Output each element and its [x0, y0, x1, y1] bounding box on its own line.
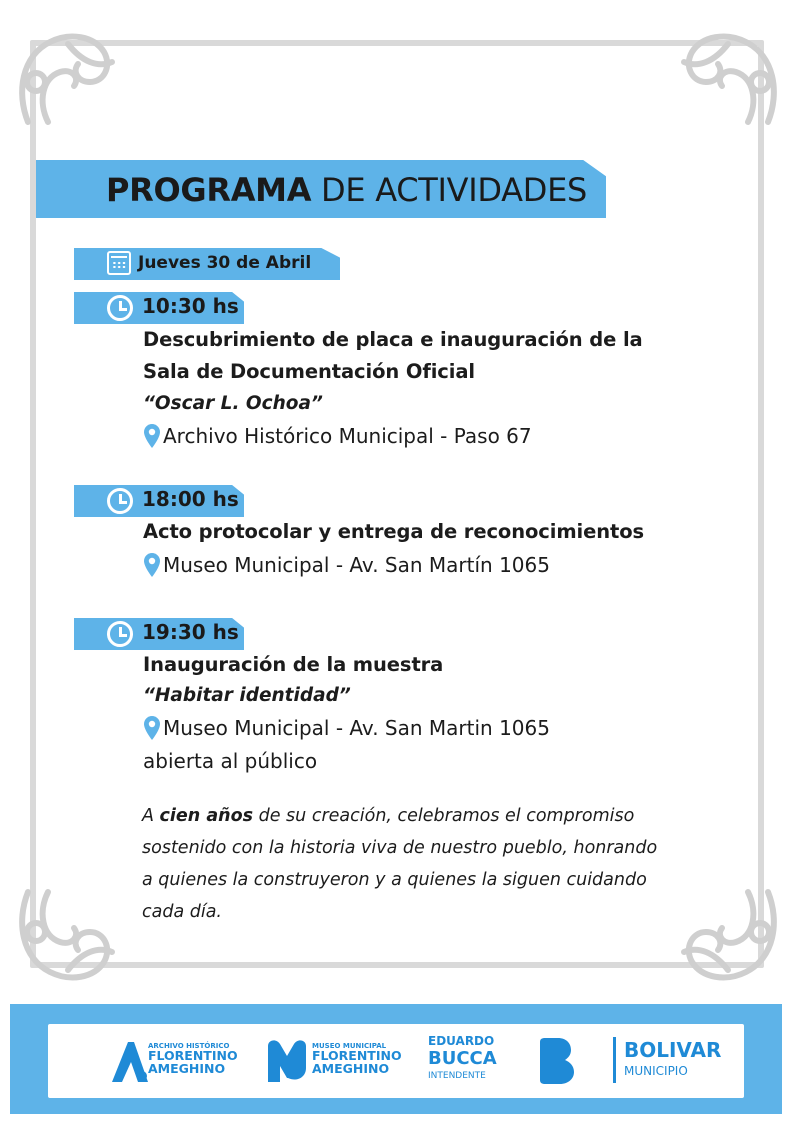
closing-line-1-post: de su creación, celebramos el compromiso [253, 806, 635, 826]
location-pin-icon [143, 423, 161, 449]
closing-line-4: cada día. [142, 902, 222, 922]
page-title [106, 170, 587, 210]
event-subtitle-3: “Habitar identidad” [143, 685, 351, 706]
footer-logos [48, 1024, 744, 1098]
event-location-2: Museo Municipal - Av. San Martín 1065 [163, 553, 550, 577]
calendar-icon [107, 251, 131, 275]
footer-band [10, 1004, 782, 1114]
closing-emphasis: cien años [159, 806, 254, 826]
event-time-1: 10:30 hs [142, 294, 239, 318]
event-title-1a: Descubrimiento de placa e inauguración de la [143, 328, 643, 351]
event-note-3: abierta al público [143, 749, 318, 773]
intendente-role: INTENDENTE [428, 1071, 486, 1081]
clock-icon [107, 295, 133, 321]
museo-small: MUSEO MUNICIPAL [312, 1042, 387, 1050]
location-pin-icon [143, 715, 161, 741]
event-title-3: Inauguración de la muestra [143, 653, 444, 676]
municipio-name: BOLIVAR [624, 1038, 722, 1062]
logo-divider [613, 1037, 616, 1083]
closing-paragraph [142, 800, 722, 928]
municipio-role: MUNICIPIO [624, 1064, 688, 1078]
title-bold: PROGRAMA [106, 171, 312, 209]
museo-name-1: FLORENTINO [312, 1048, 402, 1063]
closing-line-3: a quienes la construyeron y a quienes la siguen cuidando [142, 870, 647, 890]
event-location-3: Museo Municipal - Av. San Martin 1065 [163, 716, 550, 740]
corner-ornament-bottom-left [8, 872, 128, 992]
location-pin-icon [143, 552, 161, 578]
archivo-name-1: FLORENTINO [148, 1048, 238, 1063]
museo-name-2: AMEGHINO [312, 1061, 390, 1076]
closing-line-1 [142, 800, 722, 832]
clock-icon [107, 488, 133, 514]
museo-logo-icon [266, 1038, 308, 1084]
title-rest: DE ACTIVIDADES [311, 171, 588, 209]
event-time-3: 19:30 hs [142, 620, 239, 644]
closing-line-1-pre: A [142, 806, 160, 826]
intendente-name-2: BUCCA [428, 1048, 497, 1069]
corner-ornament-top-right [668, 22, 788, 142]
corner-ornament-top-left [8, 22, 128, 142]
archivo-name-2: AMEGHINO [148, 1061, 226, 1076]
event-location-1: Archivo Histórico Municipal - Paso 67 [163, 424, 532, 448]
event-subtitle-1: “Oscar L. Ochoa” [143, 393, 323, 414]
archivo-small: ARCHIVO HISTÓRICO [148, 1042, 230, 1050]
event-time-2: 18:00 hs [142, 487, 239, 511]
intendente-name-1: EDUARDO [428, 1034, 495, 1048]
event-title-2: Acto protocolar y entrega de reconocimientos [143, 520, 645, 543]
event-title-1b: Sala de Documentación Oficial [143, 360, 475, 383]
archivo-logo-icon [110, 1038, 150, 1084]
date-label: Jueves 30 de Abril [138, 253, 312, 273]
closing-line-2: sostenido con la historia viva de nuestro pueblo, honrando [142, 838, 658, 858]
bolivar-logo-icon [540, 1038, 574, 1084]
clock-icon [107, 621, 133, 647]
